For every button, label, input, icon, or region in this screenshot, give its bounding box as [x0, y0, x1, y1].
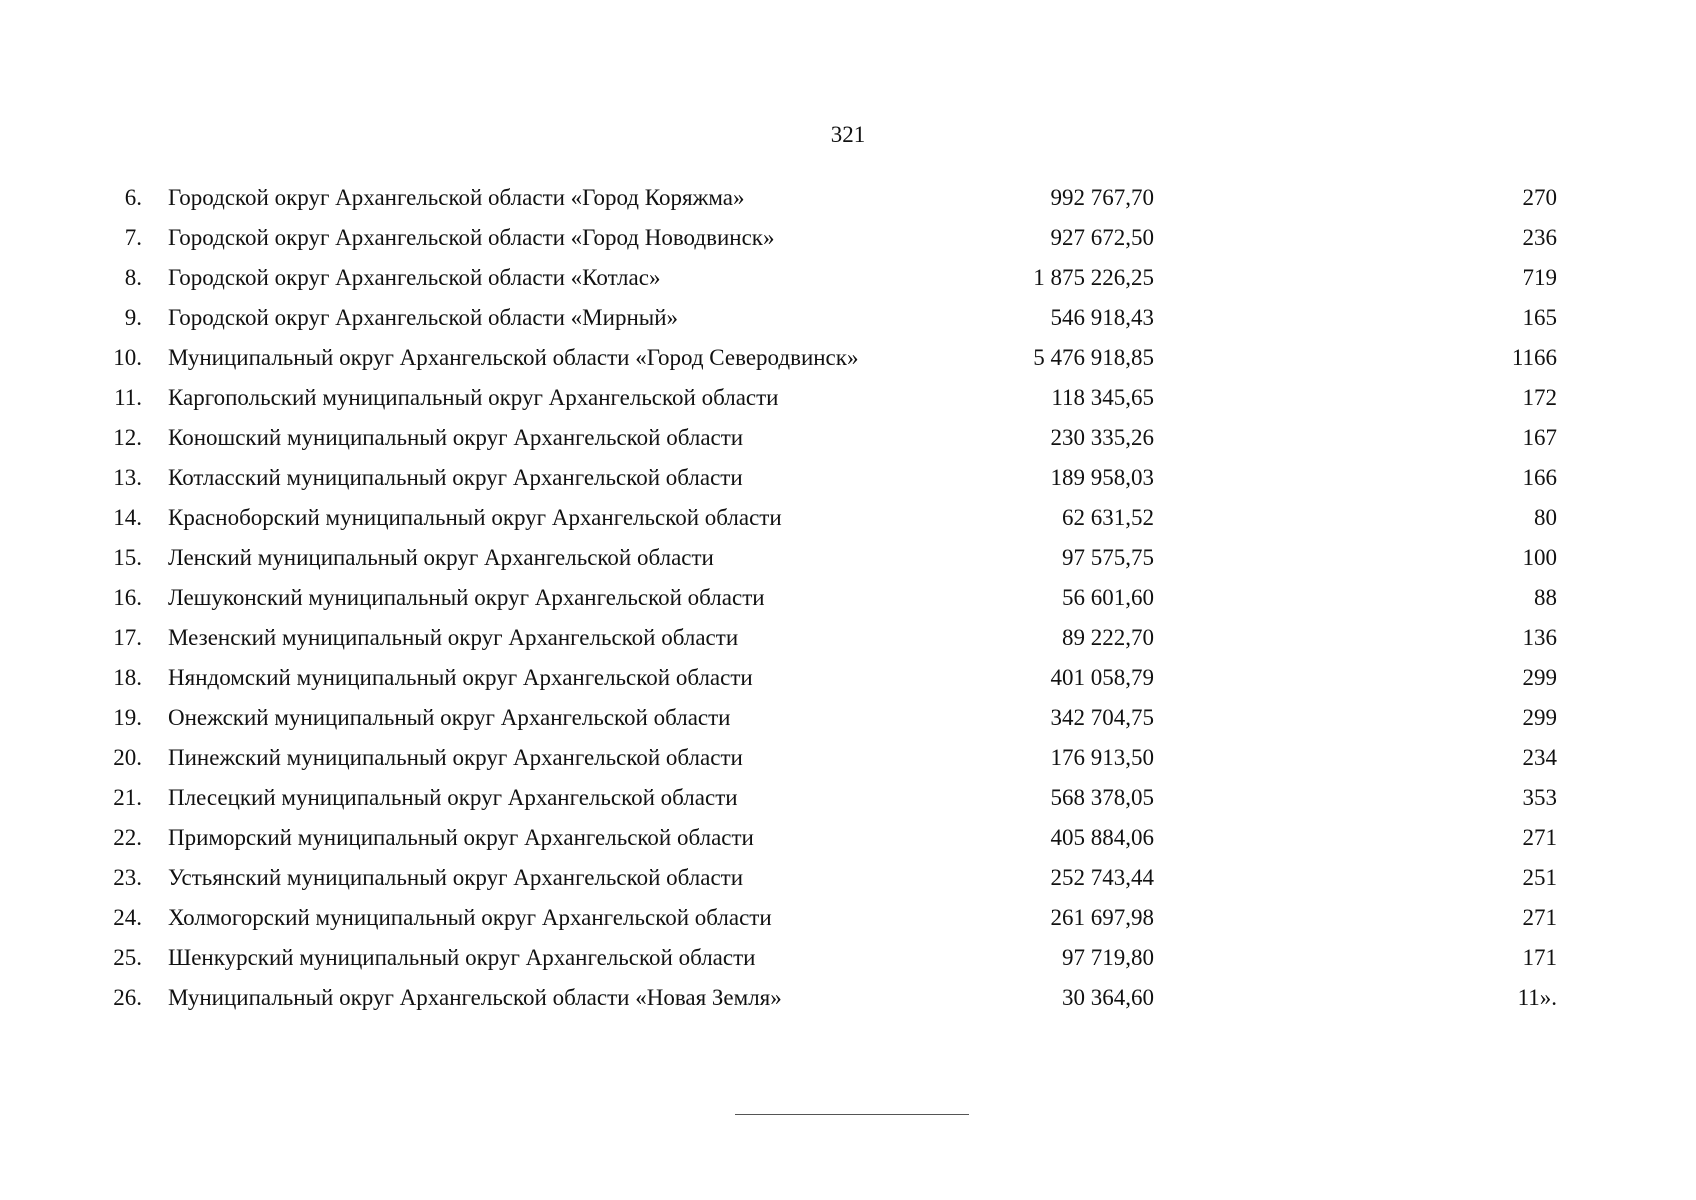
count-value: 166 [1522, 465, 1557, 490]
municipality-name: Мезенский муниципальный округ Архангельской области [168, 625, 739, 650]
count-value: 88 [1534, 585, 1557, 610]
table-row [0, 225, 1696, 265]
table-row [0, 625, 1696, 665]
table-row [0, 905, 1696, 945]
table-row [0, 465, 1696, 505]
municipalities-table [0, 185, 1696, 1025]
amount-value: 118 345,65 [1051, 385, 1154, 410]
row-number: 20. [113, 745, 142, 770]
footer-divider-line [735, 1114, 969, 1115]
row-number: 22. [113, 825, 142, 850]
amount-value: 97 575,75 [1062, 545, 1154, 570]
municipality-name: Плесецкий муниципальный округ Архангельской области [168, 785, 738, 810]
municipality-name: Городской округ Архангельской области «Мирный» [168, 305, 679, 330]
count-value: 719 [1522, 265, 1557, 290]
amount-value: 1 875 226,25 [1033, 265, 1154, 290]
table-row [0, 985, 1696, 1025]
count-value: 171 [1522, 945, 1557, 970]
count-value: 299 [1522, 705, 1557, 730]
municipality-name: Холмогорский муниципальный округ Архангельской области [168, 905, 772, 930]
count-value: 1166 [1511, 345, 1557, 370]
table-row [0, 505, 1696, 545]
amount-value: 401 058,79 [1050, 665, 1154, 690]
row-number: 26. [113, 985, 142, 1010]
amount-value: 189 958,03 [1050, 465, 1154, 490]
municipality-name: Шенкурский муниципальный округ Архангельской области [168, 945, 756, 970]
table-row [0, 265, 1696, 305]
row-number: 16. [113, 585, 142, 610]
table-row [0, 705, 1696, 745]
table-row [0, 665, 1696, 705]
municipality-name: Городской округ Архангельской области «Город Коряжма» [168, 185, 745, 210]
municipality-name: Ленский муниципальный округ Архангельской области [168, 545, 714, 570]
row-number: 25. [113, 945, 142, 970]
amount-value: 56 601,60 [1062, 585, 1154, 610]
municipality-name: Приморский муниципальный округ Архангельской области [168, 825, 754, 850]
table-row [0, 305, 1696, 345]
row-number: 24. [113, 905, 142, 930]
amount-value: 927 672,50 [1050, 225, 1154, 250]
count-value: 11». [1517, 985, 1557, 1010]
municipality-name: Коношский муниципальный округ Архангельской области [168, 425, 744, 450]
table-row [0, 545, 1696, 585]
row-number: 8. [124, 265, 142, 290]
amount-value: 62 631,52 [1062, 505, 1154, 530]
amount-value: 405 884,06 [1050, 825, 1154, 850]
municipality-name: Красноборский муниципальный округ Архангельской области [168, 505, 782, 530]
table-row [0, 745, 1696, 785]
row-number: 14. [113, 505, 142, 530]
municipality-name: Муниципальный округ Архангельской области «Город Северодвинск» [168, 345, 859, 370]
municipality-name: Котласский муниципальный округ Архангельской области [168, 465, 743, 490]
table-row [0, 185, 1696, 225]
amount-value: 342 704,75 [1050, 705, 1154, 730]
amount-value: 568 378,05 [1050, 785, 1154, 810]
count-value: 271 [1522, 905, 1557, 930]
table-row [0, 785, 1696, 825]
count-value: 270 [1522, 185, 1557, 210]
row-number: 7. [124, 225, 142, 250]
amount-value: 176 913,50 [1050, 745, 1154, 770]
municipality-name: Городской округ Архангельской области «Город Новодвинск» [168, 225, 775, 250]
count-value: 167 [1522, 425, 1557, 450]
count-value: 165 [1522, 305, 1557, 330]
table-row [0, 825, 1696, 865]
page-number: 321 [830, 122, 866, 147]
row-number: 15. [113, 545, 142, 570]
table-row [0, 585, 1696, 625]
count-value: 172 [1522, 385, 1557, 410]
row-number: 17. [113, 625, 142, 650]
row-number: 13. [113, 465, 142, 490]
count-value: 80 [1534, 505, 1557, 530]
count-value: 100 [1522, 545, 1557, 570]
row-number: 19. [113, 705, 142, 730]
municipality-name: Устьянский муниципальный округ Архангельской области [168, 865, 744, 890]
count-value: 299 [1522, 665, 1557, 690]
row-number: 10. [113, 345, 142, 370]
amount-value: 230 335,26 [1050, 425, 1154, 450]
municipality-name: Няндомский муниципальный округ Архангельской области [168, 665, 753, 690]
row-number: 18. [113, 665, 142, 690]
table-row [0, 345, 1696, 385]
row-number: 12. [113, 425, 142, 450]
municipality-name: Муниципальный округ Архангельской области «Новая Земля» [168, 985, 782, 1010]
count-value: 251 [1522, 865, 1557, 890]
count-value: 236 [1522, 225, 1557, 250]
municipality-name: Каргопольский муниципальный округ Архангельской области [168, 385, 779, 410]
amount-value: 252 743,44 [1050, 865, 1154, 890]
table-row [0, 865, 1696, 905]
count-value: 353 [1522, 785, 1557, 810]
table-row [0, 425, 1696, 465]
amount-value: 30 364,60 [1062, 985, 1154, 1010]
count-value: 271 [1522, 825, 1557, 850]
municipality-name: Пинежский муниципальный округ Архангельской области [168, 745, 743, 770]
count-value: 136 [1522, 625, 1557, 650]
row-number: 11. [114, 385, 142, 410]
table-row [0, 945, 1696, 985]
amount-value: 89 222,70 [1062, 625, 1154, 650]
count-value: 234 [1522, 745, 1557, 770]
table-row [0, 385, 1696, 425]
row-number: 21. [113, 785, 142, 810]
row-number: 9. [124, 305, 142, 330]
amount-value: 261 697,98 [1050, 905, 1154, 930]
municipality-name: Онежский муниципальный округ Архангельской области [168, 705, 731, 730]
municipality-name: Городской округ Архангельской области «Котлас» [168, 265, 661, 290]
amount-value: 97 719,80 [1062, 945, 1154, 970]
row-number: 23. [113, 865, 142, 890]
municipality-name: Лешуконский муниципальный округ Архангельской области [168, 585, 765, 610]
amount-value: 5 476 918,85 [1033, 345, 1154, 370]
row-number: 6. [124, 185, 142, 210]
amount-value: 546 918,43 [1050, 305, 1154, 330]
amount-value: 992 767,70 [1050, 185, 1154, 210]
